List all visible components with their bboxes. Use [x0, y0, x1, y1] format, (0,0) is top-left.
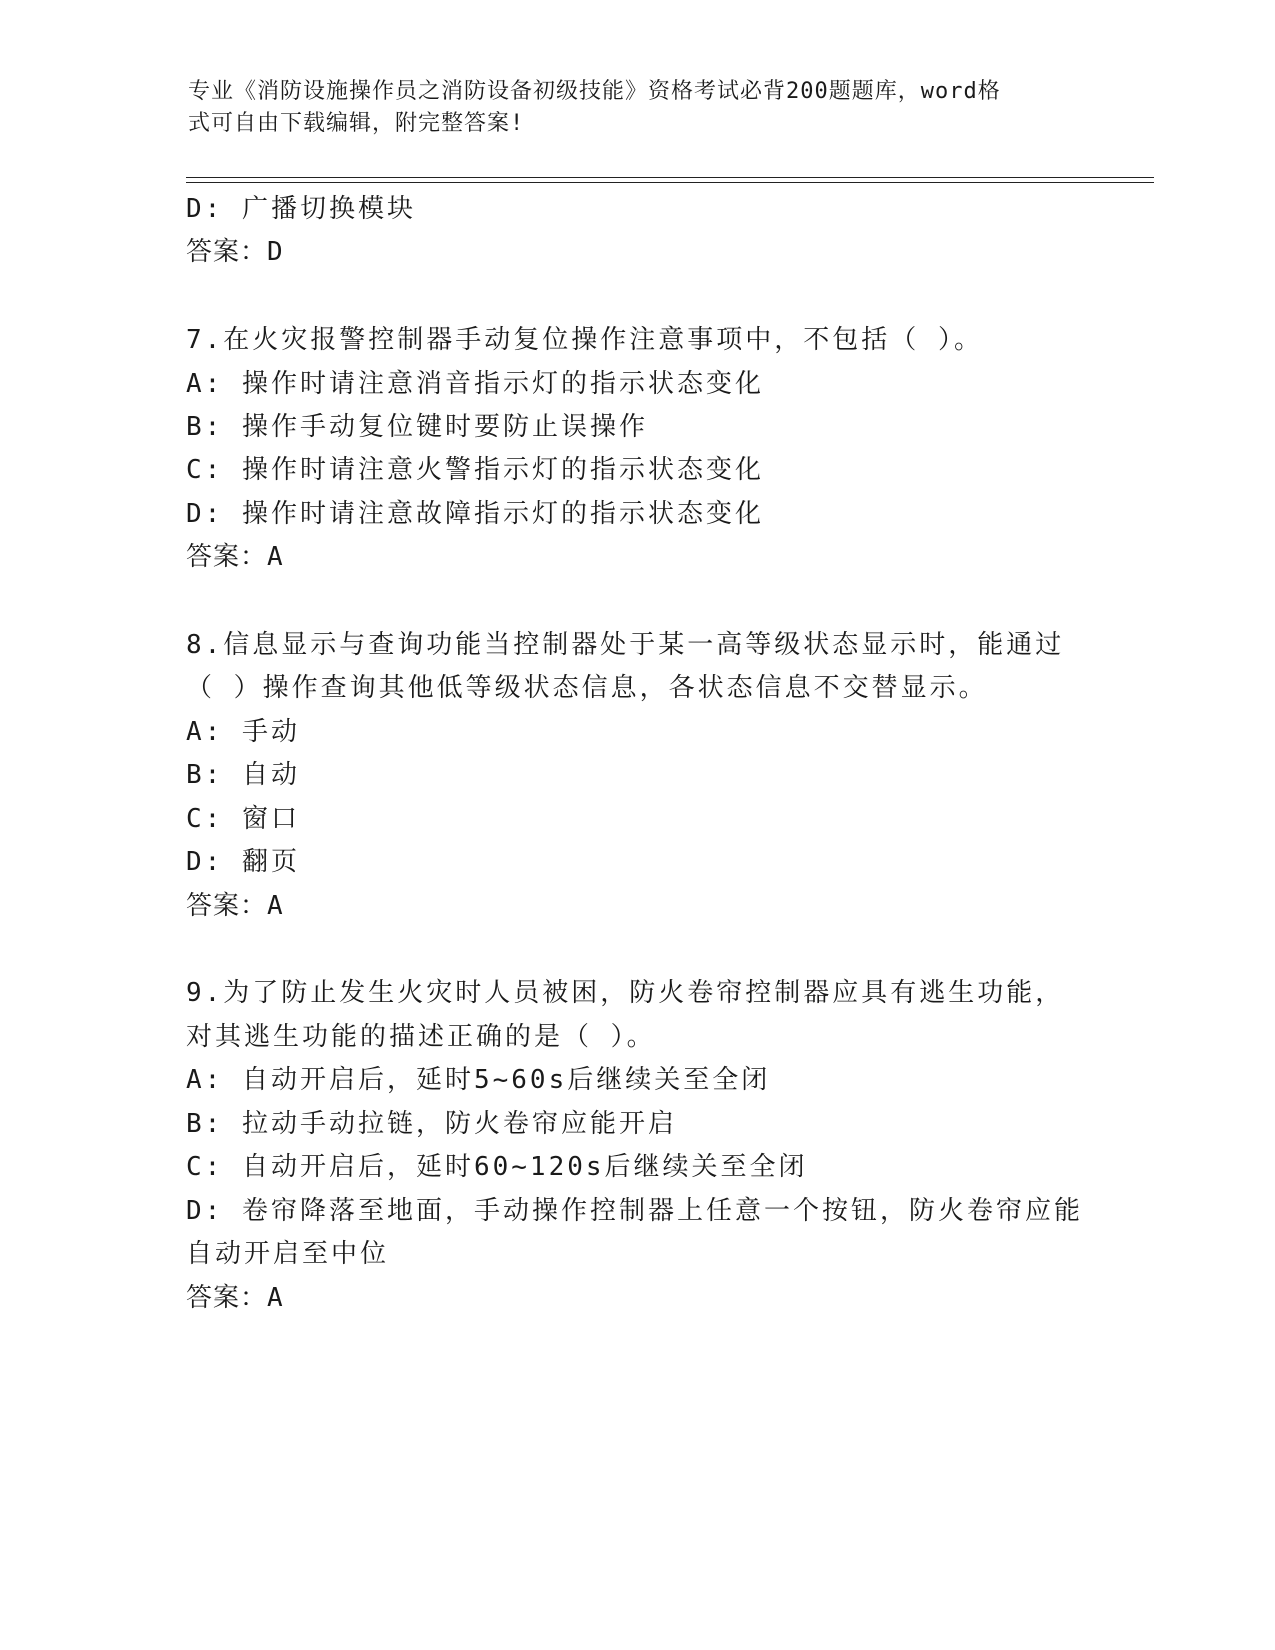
- q9-stem-line-2: 对其逃生功能的描述正确的是（ ）。: [186, 1022, 656, 1052]
- q9-option-a: A: 自动开启后，延时5~60s后继续关至全闭: [186, 1065, 771, 1095]
- q8-option-b: B: 自动: [186, 760, 300, 790]
- q8-answer: 答案：A: [186, 891, 284, 921]
- prev-answer: 答案：D: [186, 237, 284, 267]
- header-line-2: 式可自由下载编辑，附完整答案!: [188, 111, 525, 136]
- document-header: [188, 76, 1068, 140]
- q9-option-d-line-1: D: 卷帘降落至地面，手动操作控制器上任意一个按钮，防火卷帘应能: [186, 1196, 1083, 1226]
- q9-option-b: B: 拉动手动拉链，防火卷帘应能开启: [186, 1109, 677, 1139]
- q8-option-d: D: 翻页: [186, 847, 300, 877]
- q7-stem: 7.在火灾报警控制器手动复位操作注意事项中，不包括（ ）。: [186, 325, 983, 355]
- q8-stem-line-2: （ ）操作查询其他低等级状态信息，各状态信息不交替显示。: [186, 673, 988, 703]
- q8-option-a: A: 手动: [186, 717, 300, 747]
- q9-option-c: C: 自动开启后，延时60~120s后继续关至全闭: [186, 1152, 808, 1182]
- q9-option-d-line-2: 自动开启至中位: [186, 1239, 390, 1269]
- prev-option-d: D: 广播切换模块: [186, 194, 416, 224]
- q9-stem-line-1: 9.为了防止发生火灾时人员被困，防火卷帘控制器应具有逃生功能，: [186, 978, 1065, 1008]
- q7-option-a: A: 操作时请注意消音指示灯的指示状态变化: [186, 369, 764, 399]
- q9-answer: 答案：A: [186, 1283, 284, 1313]
- q7-option-d: D: 操作时请注意故障指示灯的指示状态变化: [186, 499, 764, 529]
- header-divider-bottom: [186, 182, 1154, 183]
- q8-stem-line-1: 8.信息显示与查询功能当控制器处于某一高等级状态显示时，能通过: [186, 630, 1065, 660]
- q7-answer: 答案：A: [186, 542, 284, 572]
- header-divider-top: [186, 177, 1154, 178]
- q7-option-b: B: 操作手动复位键时要防止误操作: [186, 412, 648, 442]
- q7-option-c: C: 操作时请注意火警指示灯的指示状态变化: [186, 455, 764, 485]
- header-line-1: 专业《消防设施操作员之消防设备初级技能》资格考试必背200题题库，word格: [188, 79, 1001, 104]
- q8-option-c: C: 窗口: [186, 804, 300, 834]
